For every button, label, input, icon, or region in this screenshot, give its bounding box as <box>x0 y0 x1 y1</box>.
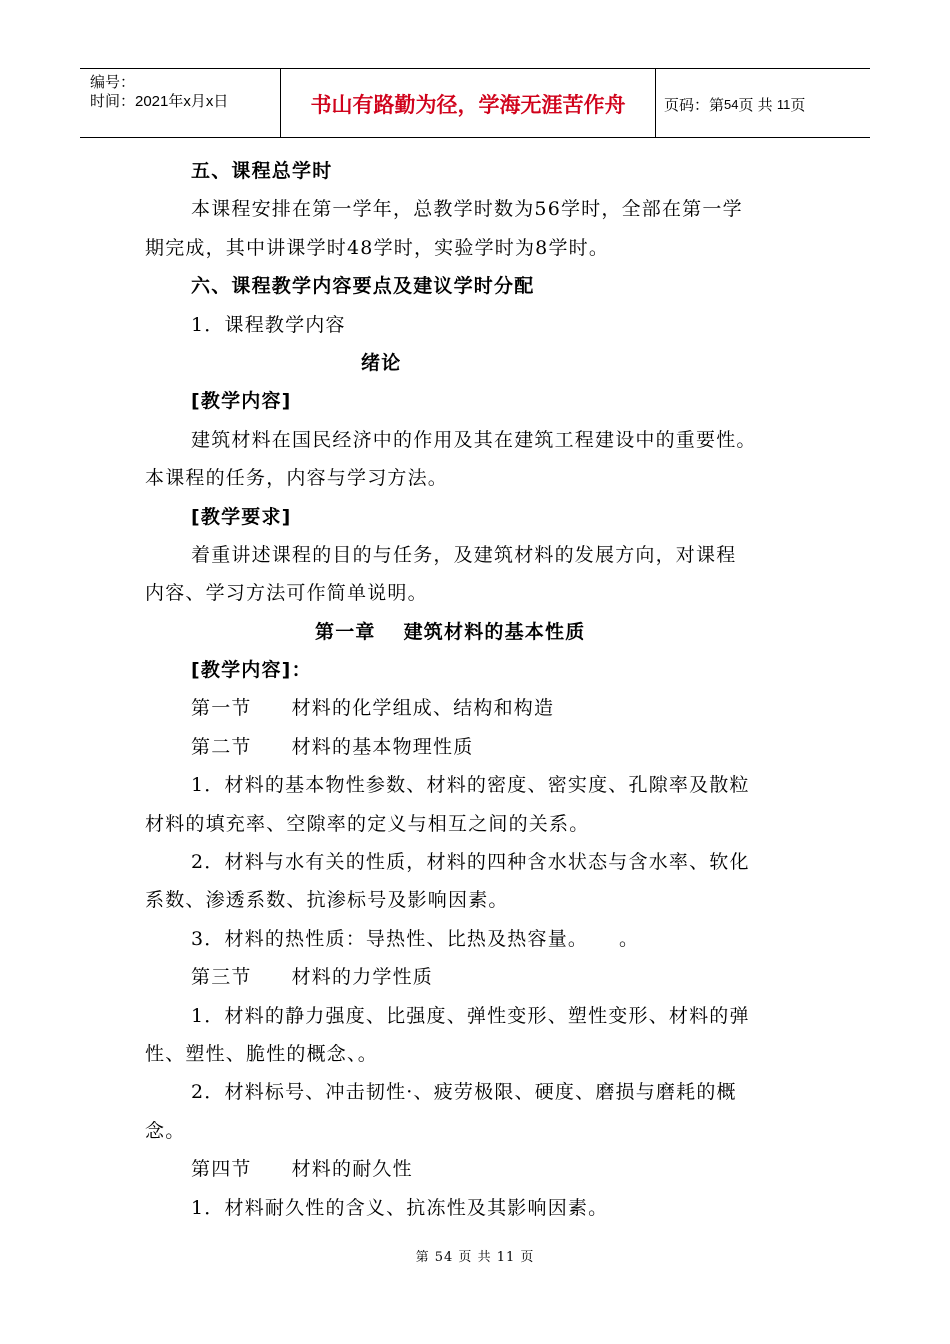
section-title: 材料的化学组成、结构和构造 <box>291 697 555 720</box>
section-line <box>145 728 810 766</box>
chapter-heading: 绪论 <box>361 351 402 374</box>
section-line <box>145 958 810 996</box>
paragraph-line: 系数、渗透系数、抗渗标号及影响因素。 <box>145 889 509 912</box>
page-footer: 第 54 页 共 11 页 <box>415 1250 535 1265</box>
section-title: 材料的力学性质 <box>291 966 434 989</box>
paragraph-line: 2．材料与水有关的性质，材料的四种含水状态与含水率、软化 <box>191 851 750 874</box>
subheading: [教学要求] <box>191 505 292 528</box>
paragraph-line: 建筑材料在国民经济中的作用及其在建筑工程建设中的重要性。 <box>191 428 757 451</box>
section-line <box>145 1150 810 1188</box>
paragraph-line: 念。 <box>145 1119 186 1142</box>
paragraph-line: 期完成，其中讲课学时48学时，实验学时为8学时。 <box>145 236 610 259</box>
section-number: 第一节 <box>191 697 252 720</box>
section-line <box>145 689 810 727</box>
section-title: 材料的基本物理性质 <box>291 735 474 758</box>
chapter-title: 建筑材料的基本性质 <box>403 620 586 643</box>
page-number: 54 <box>724 96 739 112</box>
page-total: 11 <box>776 96 791 112</box>
paragraph-line: 1．材料的基本物性参数、材料的密度、密实度、孔隙率及散粒 <box>191 774 750 797</box>
paragraph-line: 着重讲述课程的目的与任务，及建筑材料的发展方向，对课程 <box>191 543 737 566</box>
paragraph-line: 内容、学习方法可作简单说明。 <box>145 582 428 605</box>
serial-label: 编号： <box>90 74 136 91</box>
page-suffix: 页 <box>790 96 806 114</box>
paragraph-line: 性、塑性、脆性的概念、。 <box>145 1042 378 1065</box>
time-label: 时间：2021年x月x日 <box>90 93 229 110</box>
section-title: 材料的耐久性 <box>291 1158 413 1181</box>
document-body <box>145 152 810 1227</box>
section-number: 第四节 <box>191 1158 252 1181</box>
paragraph-line: 1．课程教学内容 <box>191 313 346 336</box>
page-prefix: 页码：第 <box>664 96 725 114</box>
paragraph-line: 2．材料标号、冲击韧性·、疲劳极限、硬度、磨损与磨耗的概 <box>191 1081 737 1104</box>
paragraph-line: 本课程的任务，内容与学习方法。 <box>145 467 449 490</box>
chapter-number: 第一章 <box>315 620 376 643</box>
paragraph-line: 本课程安排在第一学年，总教学时数为56学时，全部在第一学 <box>191 198 743 221</box>
chapter-heading <box>145 613 810 651</box>
page-header <box>80 68 870 138</box>
subheading: [教学内容] <box>191 390 292 413</box>
paragraph-line: 1．材料耐久性的含义、抗冻性及其影响因素。 <box>191 1196 609 1219</box>
section-heading: 五、课程总学时 <box>191 160 333 182</box>
page-mid: 页 共 <box>738 96 773 114</box>
section-number: 第二节 <box>191 735 252 758</box>
section-number: 第三节 <box>191 966 252 989</box>
header-page-info <box>656 69 870 137</box>
section-heading: 六、课程教学内容要点及建议学时分配 <box>191 275 535 298</box>
header-motto: 书山有路勤为径，学海无涯苦作舟 <box>280 69 656 137</box>
subheading: [教学内容]： <box>191 659 312 682</box>
paragraph-line: 3．材料的热性质：导热性、比热及热容量。 。 <box>191 927 640 950</box>
header-meta <box>80 69 280 137</box>
paragraph-line: 材料的填充率、空隙率的定义与相互之间的关系。 <box>145 812 590 835</box>
paragraph-line: 1．材料的静力强度、比强度、弹性变形、塑性变形、材料的弹 <box>191 1004 750 1027</box>
